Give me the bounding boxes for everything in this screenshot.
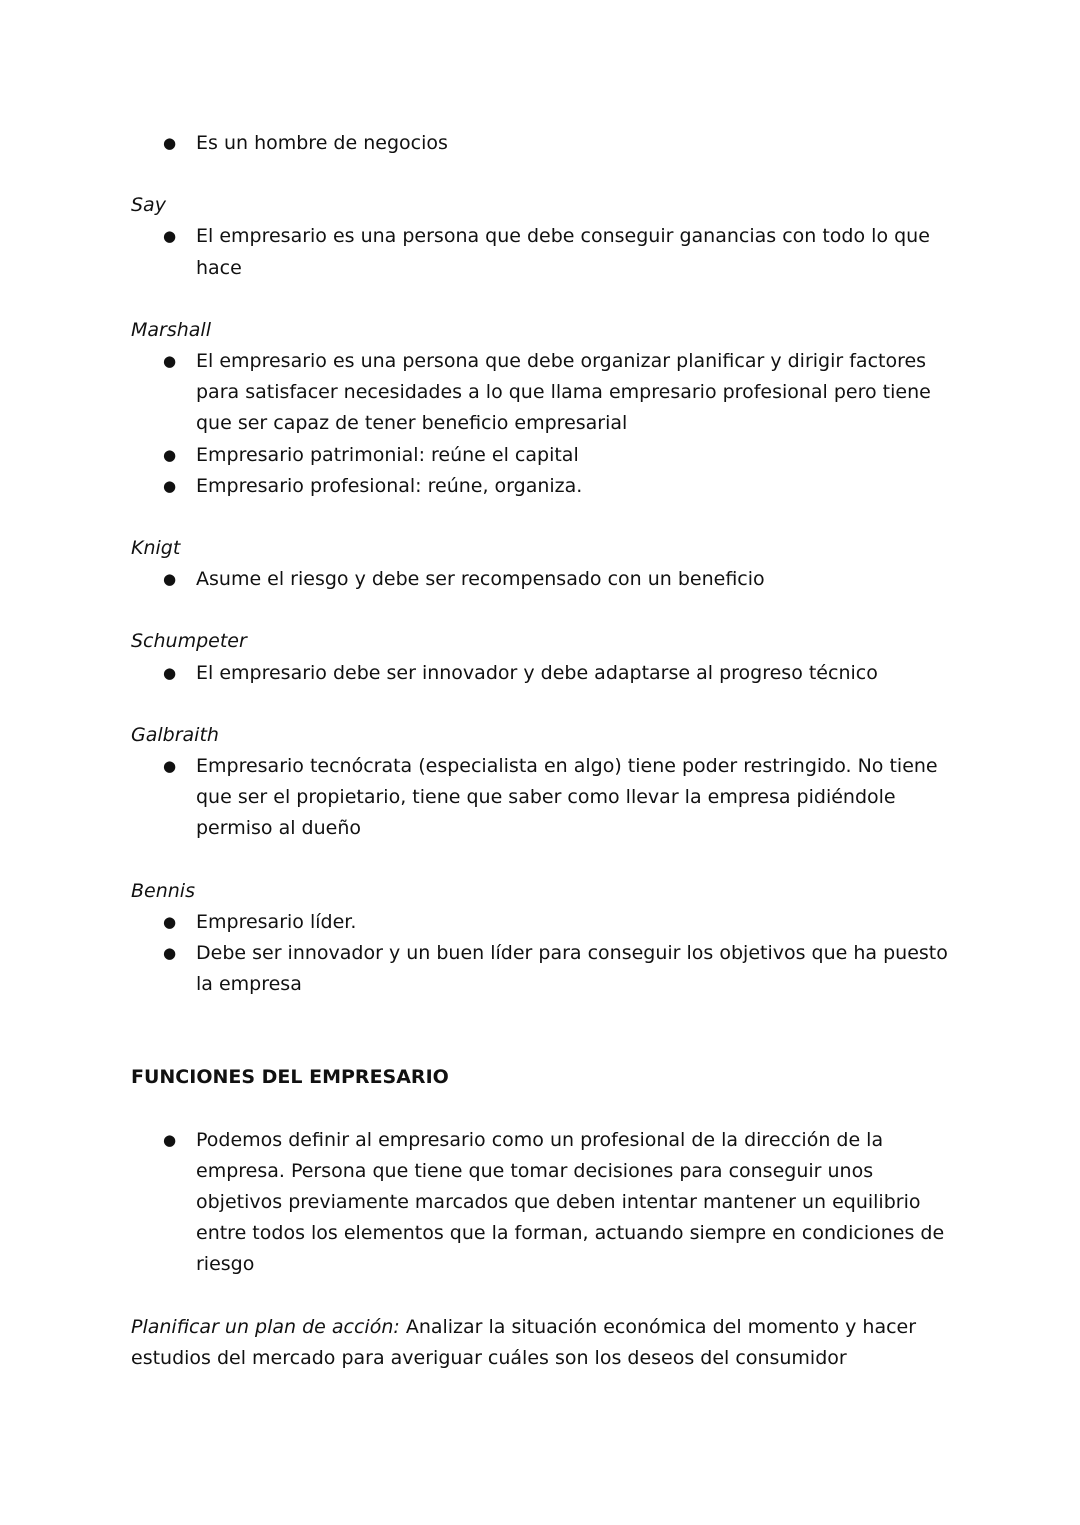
list-item: ● Empresario tecnócrata (especialista en algo) tiene poder restringido. No tiene que ser el propietario, tiene que saber como llevar la empresa pidiéndole permiso al dueño — [131, 751, 951, 845]
list-item: ● Podemos definir al empresario como un profesional de la dirección de la empresa. Persona que tiene que tomar decisiones para conseguir unos objetivos previamente marcados que deben intentar mantener un equilibrio entre todos los elementos que la forman, actuando siempre en condiciones de riesgo — [131, 1125, 951, 1281]
list-item: ● El empresario es una persona que debe conseguir ganancias con todo lo que hace — [131, 221, 951, 283]
intro-list — [131, 128, 951, 159]
author-schumpeter: Schumpeter — [131, 630, 247, 653]
functions-list — [131, 1125, 951, 1281]
schumpeter-list — [131, 658, 951, 689]
plan-paragraph — [131, 1312, 951, 1374]
document-content — [131, 128, 951, 1374]
list-item: ● El empresario debe ser innovador y debe adaptarse al progreso técnico — [131, 658, 951, 689]
plan-label: Planificar un plan de acción: — [131, 1315, 400, 1338]
list-item: ● Empresario patrimonial: reúne el capital — [131, 440, 951, 471]
author-galbraith: Galbraith — [131, 723, 219, 746]
list-item: ● Debe ser innovador y un buen líder para conseguir los objetivos que ha puesto la empresa — [131, 938, 951, 1000]
list-item: ● Empresario líder. — [131, 907, 951, 938]
say-list — [131, 221, 951, 283]
author-marshall: Marshall — [131, 318, 211, 341]
list-item: ● Es un hombre de negocios — [131, 128, 951, 159]
bennis-list — [131, 907, 951, 1001]
author-knigt: Knigt — [131, 537, 181, 560]
marshall-list — [131, 346, 951, 502]
list-item: ● El empresario es una persona que debe organizar planificar y dirigir factores para satisfacer necesidades a lo que llama empresario profesional pero tiene que ser capaz de tener beneficio empresarial — [131, 346, 951, 440]
list-item: ● Asume el riesgo y debe ser recompensado con un beneficio — [131, 564, 951, 595]
list-item: ● Empresario profesional: reúne, organiza. — [131, 471, 951, 502]
knigt-list — [131, 564, 951, 595]
galbraith-list — [131, 751, 951, 845]
section-heading: FUNCIONES DEL EMPRESARIO — [131, 1066, 449, 1089]
author-bennis: Bennis — [131, 879, 195, 902]
author-say: Say — [131, 194, 166, 217]
plan-text: Analizar la situación económica del momento y hacer estudios del mercado para averiguar cuáles son los deseos del consumidor — [131, 1315, 917, 1369]
